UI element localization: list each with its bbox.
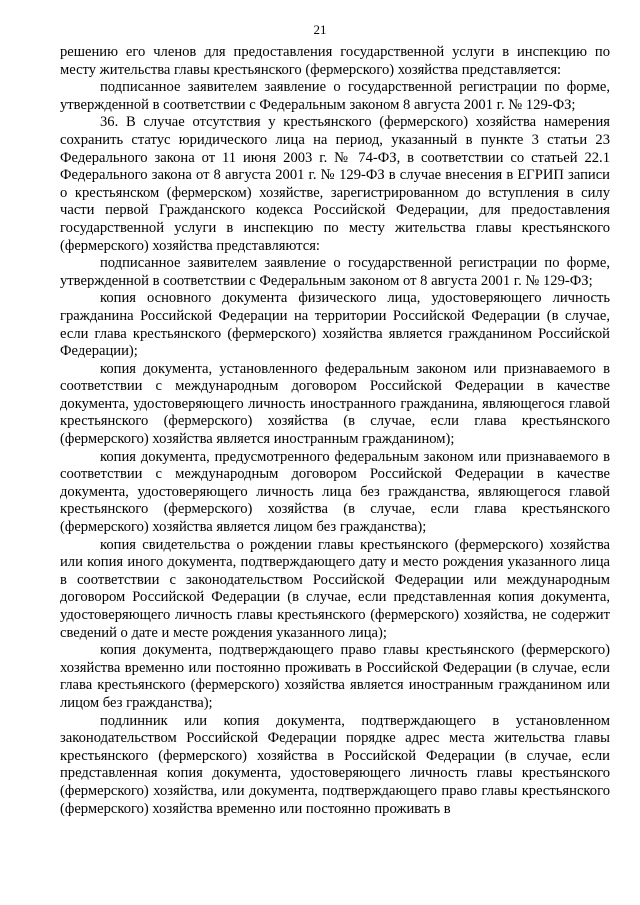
paragraph-1: решению его членов для предоставления государственной услуги в инспекцию по месту жительства главы крестьянского (фермерского) хозяйства представляется: xyxy=(60,44,610,78)
paragraph-2: подписанное заявителем заявление о государственной регистрации по форме, утвержденной в соответствии с Федеральным законом 8 августа 2001 г. № 129-ФЗ; xyxy=(60,79,610,113)
paragraph-3: 36. В случае отсутствия у крестьянского (фермерского) хозяйства намерения сохранить статус юридического лица на период, указанный в пункте 3 статьи 23 Федерального закона от 11 июня 2003 г. № 74-ФЗ, в соответствии со статьей 22.1 Федерального закона от 8 августа 2001 г. № 129-ФЗ в случае внесения в ЕГРИП записи о крестьянском (фермерском) хозяйстве, зарегистрированном до вступления в силу части первой Гражданского кодекса Российской Федерации, для предоставления государственной услуги в инспекцию по месту жительства главы крестьянского (фермерского) хозяйства представляются: xyxy=(60,114,610,254)
page-body xyxy=(60,44,610,818)
paragraph-4: подписанное заявителем заявление о государственной регистрации по форме, утвержденной в соответствии с Федеральным законом от 8 августа 2001 г. № 129-ФЗ; xyxy=(60,255,610,289)
paragraph-9: копия документа, подтверждающего право главы крестьянского (фермерского) хозяйства временно или постоянно проживать в Российской Федерации (в случае, если глава крестьянского (фермерского) хозяйства является иностранным гражданином или лицом без гражданства); xyxy=(60,642,610,711)
paragraph-7: копия документа, предусмотренного федеральным законом или признаваемого в соответствии с международным договором Российской Федерации в качестве документа, удостоверяющего личность лица без гражданства, являющегося главой крестьянского (фермерского) хозяйства (в случае, если глава крестьянского (фермерского) хозяйства является лицом без гражданства); xyxy=(60,448,610,536)
paragraph-10: подлинник или копия документа, подтверждающего в установленном законодательством Российской Федерации порядке адрес места жительства главы крестьянского (фермерского) хозяйства в Российской Федерации (в случае, если представленная копия документа, удостоверяющего личность главы крестьянского (фермерского) хозяйства, или документа, подтверждающего право главы крестьянского (фермерского) хозяйства временно или постоянно проживать в xyxy=(60,712,610,817)
paragraph-8: копия свидетельства о рождении главы крестьянского (фермерского) хозяйства или копия иного документа, подтверждающего дату и место рождения указанного лица в соответствии с законодательством Российской Федерации или международным договором Российской Федерации (в случае, если представленная копия документа, удостоверяющего личность главы крестьянского (фермерского) хозяйства, не содержит сведений о дате и месте рождения указанного лица); xyxy=(60,536,610,641)
paragraph-5: копия основного документа физического лица, удостоверяющего личность гражданина Российской Федерации на территории Российской Федерации (в случае, если глава крестьянского (фермерского) хозяйства является гражданином Российской Федерации); xyxy=(60,290,610,360)
page-number: 21 xyxy=(313,22,327,37)
paragraph-6: копия документа, установленного федеральным законом или признаваемого в соответствии с международным договором Российской Федерации в качестве документа, удостоверяющего личность иностранного гражданина, являющегося главой крестьянского (фермерского) хозяйства (в случае, если глава крестьянского (фермерского) хозяйства является иностранным гражданином); xyxy=(60,360,610,448)
